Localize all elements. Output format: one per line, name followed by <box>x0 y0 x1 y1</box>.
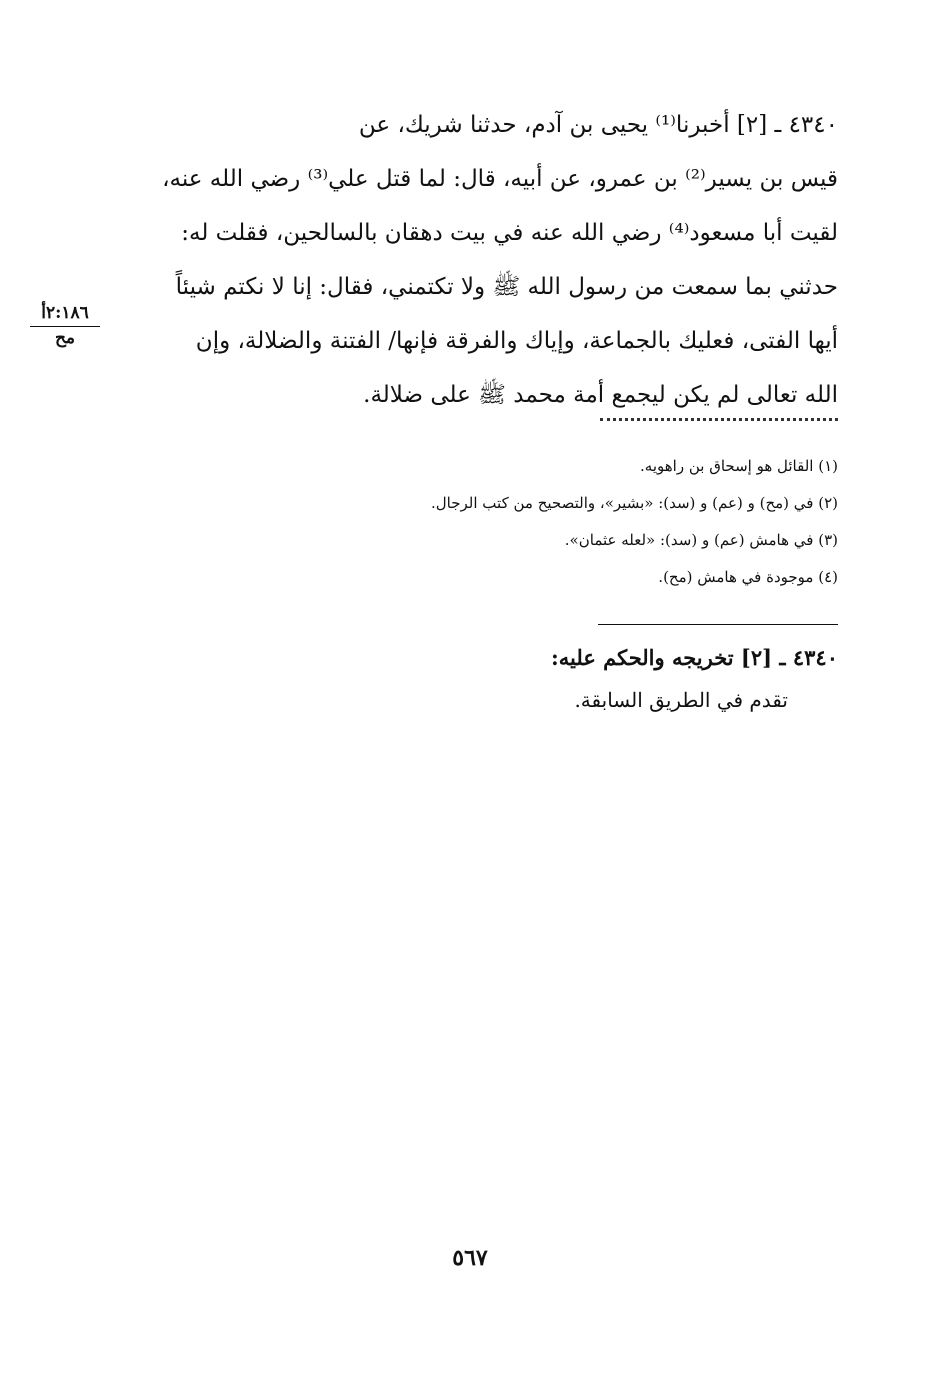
hadith-line-1: ٤٣٤٠ ـ [٢] أخبرنا⁽¹⁾ يحيى بن آدم، حدثنا شريك، عن <box>358 112 838 138</box>
section-rule <box>598 624 838 625</box>
hadith-text <box>110 98 838 422</box>
manuscript-margin-reference <box>30 302 100 349</box>
footnote-separator <box>600 418 838 431</box>
footnote-1: (١) القائل هو إسحاق بن راهويه. <box>640 457 838 475</box>
footnote-3: (٣) في هامش (عم) و (سد): «لعله عثمان». <box>564 531 838 549</box>
takhrij-body: تقدم في الطريق السابقة. <box>574 688 788 712</box>
margin-folio: ٢:١٨٦أ <box>30 302 100 327</box>
footnote-4: (٤) موجودة في هامش (مح). <box>658 568 838 586</box>
hadith-line-5: أيها الفتى، فعليك بالجماعة، وإياك والفرقة فإنها/ الفتنة والضلالة، وإن <box>195 328 838 354</box>
footnote-2: (٢) في (مح) و (عم) و (سد): «بشير»، والتصحيح من كتب الرجال. <box>431 494 838 512</box>
footnotes <box>300 448 838 596</box>
takhrij-section <box>300 636 838 720</box>
hadith-line-3: لقيت أبا مسعود⁽⁴⁾ رضي الله عنه في بيت دهقان بالسالحين، فقلت له: <box>181 220 838 246</box>
margin-manuscript: مح <box>54 328 76 348</box>
hadith-line-6: الله تعالى لم يكن ليجمع أمة محمد ﷺ على ضلالة. <box>363 382 838 408</box>
takhrij-title: ٤٣٤٠ ـ [٢] تخريجه والحكم عليه: <box>551 645 838 670</box>
hadith-line-2: قيس بن يسير⁽²⁾ بن عمرو، عن أبيه، قال: لما قتل علي⁽³⁾ رضي الله عنه، <box>162 166 838 192</box>
page-number: ٥٦٧ <box>452 1245 488 1271</box>
hadith-line-4: حدثني بما سمعت من رسول الله ﷺ ولا تكتمني، فقال: إنا لا نكتم شيئاً <box>175 274 838 300</box>
